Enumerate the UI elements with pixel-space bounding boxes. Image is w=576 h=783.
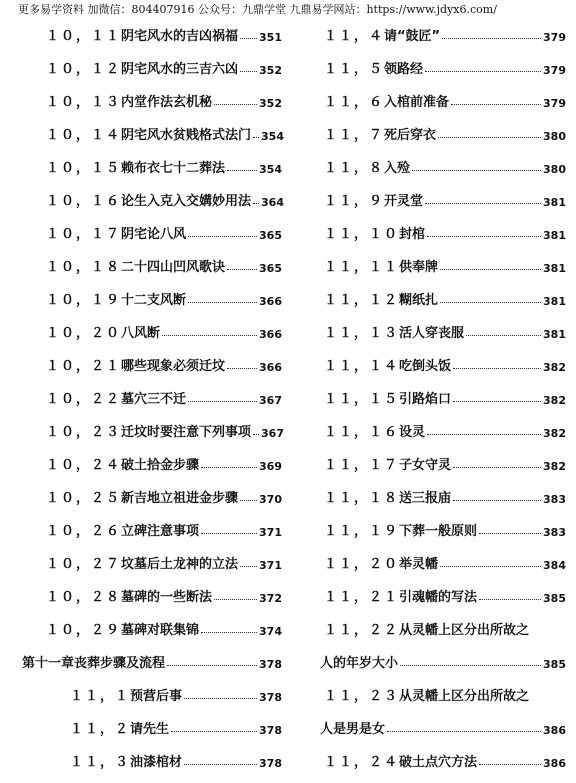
toc-entry-number: １０，２６ [46, 524, 122, 539]
toc-entry[interactable] [320, 649, 566, 671]
toc-leader-dots [440, 566, 541, 567]
toc-entry-page: 378 [259, 658, 282, 671]
toc-leader-dots [171, 731, 257, 732]
toc-entry[interactable] [46, 319, 282, 341]
toc-entry[interactable] [324, 352, 566, 374]
toc-entry[interactable] [324, 253, 566, 275]
toc-entry[interactable] [46, 517, 282, 539]
toc-entry[interactable] [46, 22, 282, 44]
toc-entry-title: 供奉牌 [399, 260, 439, 275]
toc-entry[interactable] [46, 385, 282, 407]
toc-leader-dots [387, 731, 541, 732]
toc-entry-page: 354 [261, 130, 284, 143]
toc-entry[interactable] [324, 187, 566, 209]
toc-entry[interactable] [46, 484, 282, 506]
toc-leader-dots [162, 335, 257, 336]
toc-entry-number: １０，１８ [46, 260, 122, 275]
toc-entry[interactable] [46, 352, 282, 374]
toc-entry-number: １１，６ [324, 95, 385, 110]
toc-leader-dots [453, 401, 541, 402]
toc-entry[interactable] [324, 154, 566, 176]
toc-entry[interactable] [324, 748, 566, 770]
toc-entry-number: １１，８ [324, 161, 385, 176]
toc-entry-title: 墓碑对联集锦 [121, 623, 200, 638]
toc-entry-number: １０，２４ [46, 458, 122, 473]
toc-entry[interactable] [324, 55, 566, 77]
toc-entry-page: 378 [259, 724, 282, 737]
toc-leader-dots [188, 236, 257, 237]
toc-entry-number: １０，１３ [46, 95, 122, 110]
toc-entry[interactable] [324, 484, 566, 506]
toc-entry-page: 369 [259, 460, 282, 473]
toc-leader-dots [240, 500, 257, 501]
toc-leader-dots [253, 137, 259, 138]
toc-entry-title: 预营后事 [130, 689, 183, 704]
toc-entry-page: 382 [543, 394, 566, 407]
toc-entry-page: 381 [543, 196, 566, 209]
toc-entry-title: 糊纸扎 [399, 293, 439, 308]
toc-entry-page: 380 [543, 163, 566, 176]
toc-leader-dots [453, 467, 541, 468]
toc-leader-dots [253, 203, 259, 204]
toc-entry-page: 383 [543, 526, 566, 539]
toc-entry-number: １０，１７ [46, 227, 122, 242]
toc-entry-number: １１，１３ [324, 326, 400, 341]
toc-entry[interactable] [324, 451, 566, 473]
toc-entry[interactable] [46, 88, 282, 110]
toc-entry[interactable] [46, 616, 282, 638]
toc-entry-title: 阴宅风水贫贱格式法门 [121, 128, 252, 143]
toc-leader-dots [188, 302, 257, 303]
toc-entry-number: １１，２２ [324, 623, 400, 638]
toc-leader-dots [188, 401, 257, 402]
toc-entry-page: 382 [543, 361, 566, 374]
toc-entry-number: １１，１７ [324, 458, 400, 473]
toc-entry-number: １１，１５ [324, 392, 400, 407]
toc-entry-title: 引魂幡的写法 [399, 590, 478, 605]
toc-entry-number: １１，１９ [324, 524, 400, 539]
toc-entry-title: 阴宅风水的三吉六凶 [121, 62, 239, 77]
toc-entry[interactable] [324, 319, 566, 341]
toc-entry-page: 372 [259, 592, 282, 605]
toc-entry[interactable] [46, 187, 282, 209]
toc-entry-page: 379 [543, 97, 566, 110]
toc-entry-title: 人是男是女 [320, 722, 386, 737]
toc-entry-number: １１，２ [70, 722, 131, 737]
toc-entry-number: １１，５ [324, 62, 385, 77]
page-header: 更多易学资料 加微信：804407916 公众号：九鼎学堂 九鼎易学网站：https://www.jdyx6.com/ [18, 3, 497, 16]
toc-leader-dots [427, 236, 541, 237]
toc-entry-page: 371 [259, 526, 282, 539]
toc-entry-number: １０，１２ [46, 62, 122, 77]
toc-entry[interactable] [46, 550, 282, 572]
toc-entry-title: 封棺 [399, 227, 426, 242]
toc-entry[interactable] [324, 418, 566, 440]
toc-entry-number: １０，２１ [46, 359, 122, 374]
toc-entry-page: 379 [543, 64, 566, 77]
toc-entry-number: １０，２９ [46, 623, 122, 638]
toc-entry-page: 381 [543, 328, 566, 341]
toc-entry-number: １１，４ [324, 29, 385, 44]
toc-entry-page: 365 [259, 229, 282, 242]
toc-entry-page: 379 [543, 31, 566, 44]
toc-entry-number: １０，１９ [46, 293, 122, 308]
toc-entry-number: １０，２３ [46, 425, 122, 440]
toc-entry-title: 论生入克入交媾妙用法 [121, 194, 252, 209]
toc-entry-title: 引路焰口 [399, 392, 452, 407]
toc-entry-title: 送三报庙 [399, 491, 452, 506]
toc-leader-dots [440, 302, 541, 303]
toc-leader-dots [453, 368, 541, 369]
toc-entry-number: １０，２２ [46, 392, 122, 407]
toc-entry-title: 油漆棺材 [130, 755, 183, 770]
toc-entry-title: 从灵幡上区分出所故之 [399, 689, 530, 704]
toc-entry-number: １１，１１ [324, 260, 400, 275]
toc-entry-title: 十二支风断 [121, 293, 187, 308]
toc-leader-dots [425, 203, 541, 204]
toc-entry[interactable] [46, 418, 282, 440]
toc-entry-title: 破土拾金步骤 [121, 458, 200, 473]
toc-entry-number: １１，１２ [324, 293, 400, 308]
toc-entry-number: １０，２７ [46, 557, 122, 572]
toc-leader-dots [453, 500, 541, 501]
toc-entry-title: 立碑注意事项 [121, 524, 200, 539]
toc-entry-page: 381 [543, 229, 566, 242]
toc-entry-title: 坟墓后土龙神的立法 [121, 557, 239, 572]
toc-entry-number: １１，２４ [324, 755, 400, 770]
toc-leader-dots [227, 269, 257, 270]
toc-entry-number: １１，１８ [324, 491, 400, 506]
toc-entry[interactable] [46, 55, 282, 77]
toc-entry-title: 入棺前准备 [384, 95, 450, 110]
toc-leader-dots [253, 434, 259, 435]
toc-entry-page: 386 [543, 757, 566, 770]
toc-entry-page: 366 [259, 328, 282, 341]
toc-entry-page: 352 [259, 64, 282, 77]
toc-entry-page: 382 [543, 427, 566, 440]
toc-leader-dots [427, 434, 541, 435]
toc-entry-title: 请“鼓匠” [384, 29, 441, 44]
toc-leader-dots [240, 38, 257, 39]
toc-entry-page: 365 [259, 262, 282, 275]
toc-entry[interactable] [324, 22, 566, 44]
toc-entry-page: 370 [259, 493, 282, 506]
toc-leader-dots [425, 71, 541, 72]
toc-entry-title: 子女守灵 [399, 458, 452, 473]
toc-entry-title: 活人穿丧服 [399, 326, 465, 341]
toc-entry[interactable] [70, 682, 282, 704]
toc-entry-page: 374 [259, 625, 282, 638]
toc-leader-dots [400, 665, 541, 666]
toc-entry-page: 371 [259, 559, 282, 572]
toc-entry[interactable] [46, 220, 282, 242]
toc-entry-title: 从灵幡上区分出所故之 [399, 623, 530, 638]
toc-entry-title: 哪些现象必须迁坟 [121, 359, 226, 374]
toc-entry-page: 352 [259, 97, 282, 110]
toc-entry-page: 383 [543, 493, 566, 506]
toc-entry-title: 破土点穴方法 [399, 755, 478, 770]
toc-entry-number: １０，１５ [46, 161, 122, 176]
toc-entry[interactable] [46, 286, 282, 308]
toc-entry-title: 墓穴三不迁 [121, 392, 187, 407]
toc-entry-number: １０，１１ [46, 29, 122, 44]
toc-entry-page: 381 [543, 295, 566, 308]
toc-entry[interactable] [324, 517, 566, 539]
toc-entry-title: 吃倒头饭 [399, 359, 452, 374]
toc-entry-page: 366 [259, 295, 282, 308]
toc-entry-title: 阴宅论八风 [121, 227, 187, 242]
toc-entry-title: 墓碑的一些断法 [121, 590, 213, 605]
toc-leader-dots [201, 533, 257, 534]
toc-entry-title: 第十一章丧葬步骤及流程 [22, 656, 166, 671]
toc-entry-page: 385 [543, 592, 566, 605]
toc-entry[interactable] [324, 616, 566, 638]
toc-leader-dots [438, 137, 541, 138]
toc-leader-dots [466, 335, 541, 336]
toc-leader-dots [227, 368, 257, 369]
toc-entry[interactable] [320, 715, 566, 737]
toc-entry[interactable] [46, 253, 282, 275]
toc-entry-title: 下葬一般原则 [399, 524, 478, 539]
toc-entry-page: 367 [261, 427, 284, 440]
toc-entry-number: １１，１４ [324, 359, 400, 374]
toc-entry-title: 开灵堂 [384, 194, 424, 209]
toc-entry-number: １０，２５ [46, 491, 122, 506]
toc-entry-page: 364 [261, 196, 284, 209]
toc-entry[interactable] [324, 385, 566, 407]
toc-entry[interactable] [324, 286, 566, 308]
toc-entry-page: 384 [543, 559, 566, 572]
toc-entry[interactable] [70, 715, 282, 737]
toc-entry-title: 设灵 [399, 425, 426, 440]
toc-entry[interactable] [324, 88, 566, 110]
toc-entry-number: １１，１６ [324, 425, 400, 440]
toc-leader-dots [167, 665, 257, 666]
toc-entry-number: １１，２３ [324, 689, 400, 704]
toc-entry-title: 死后穿衣 [384, 128, 437, 143]
toc-leader-dots [479, 533, 541, 534]
toc-entry-number: １１，７ [324, 128, 385, 143]
toc-entry-number: １０，１６ [46, 194, 122, 209]
toc-entry-page: 354 [259, 163, 282, 176]
toc-entry-title: 入殓 [384, 161, 411, 176]
toc-entry-page: 367 [259, 394, 282, 407]
toc-leader-dots [451, 104, 541, 105]
toc-leader-dots [201, 467, 257, 468]
toc-entry-number: １１，１ [70, 689, 131, 704]
toc-entry-title: 请先生 [130, 722, 170, 737]
toc-entry-title: 人的年岁大小 [320, 656, 399, 671]
toc-entry[interactable] [46, 121, 282, 143]
toc-entry-title: 内堂作法玄机秘 [121, 95, 213, 110]
toc-entry[interactable] [324, 121, 566, 143]
toc-leader-dots [479, 599, 541, 600]
toc-entry[interactable] [70, 748, 282, 770]
toc-entry-page: 381 [543, 262, 566, 275]
toc-leader-dots [184, 698, 257, 699]
toc-leader-dots [227, 170, 257, 171]
toc-leader-dots [214, 599, 257, 600]
toc-entry-number: １１，３ [70, 755, 131, 770]
toc-entry[interactable] [46, 451, 282, 473]
toc-entry-title: 举灵幡 [399, 557, 439, 572]
toc-leader-dots [240, 566, 257, 567]
toc-entry-number: １０，１４ [46, 128, 122, 143]
toc-entry-number: １０，２０ [46, 326, 122, 341]
toc-leader-dots [440, 269, 541, 270]
toc-leader-dots [201, 632, 257, 633]
toc-leader-dots [442, 38, 541, 39]
toc-entry-title: 二十四山凹风歌诀 [121, 260, 226, 275]
toc-leader-dots [240, 71, 257, 72]
toc-entry-number: １１，２１ [324, 590, 400, 605]
toc-entry-page: 366 [259, 361, 282, 374]
toc-entry-number: １０，２８ [46, 590, 122, 605]
toc-entry-page: 382 [543, 460, 566, 473]
toc-entry[interactable] [324, 220, 566, 242]
toc-leader-dots [479, 764, 541, 765]
toc-entry-page: 378 [259, 691, 282, 704]
toc-entry-page: 351 [259, 31, 282, 44]
toc-leader-dots [412, 170, 541, 171]
toc-entry-title: 阴宅风水的吉凶祸福 [121, 29, 239, 44]
toc-entry-title: 新吉地立祖进金步骤 [121, 491, 239, 506]
toc-entry-page: 386 [543, 724, 566, 737]
toc-entry[interactable] [324, 682, 566, 704]
toc-entry-number: １１，２０ [324, 557, 400, 572]
toc-entry-number: １１，９ [324, 194, 385, 209]
toc-entry-page: 378 [259, 757, 282, 770]
toc-entry-number: １１，１０ [324, 227, 400, 242]
toc-entry-title: 领路经 [384, 62, 424, 77]
toc-entry-page: 380 [543, 130, 566, 143]
toc-entry-title: 迁坟时要注意下列事项 [121, 425, 252, 440]
toc-leader-dots [214, 104, 257, 105]
toc-entry[interactable] [324, 583, 566, 605]
toc-entry[interactable] [324, 550, 566, 572]
toc-entry-title: 八风断 [121, 326, 161, 341]
toc-entry[interactable] [22, 649, 282, 671]
toc-entry[interactable] [46, 154, 282, 176]
toc-entry-page: 385 [543, 658, 566, 671]
toc-entry[interactable] [46, 583, 282, 605]
toc-entry-title: 赖布衣七十二葬法 [121, 161, 226, 176]
toc-leader-dots [184, 764, 257, 765]
